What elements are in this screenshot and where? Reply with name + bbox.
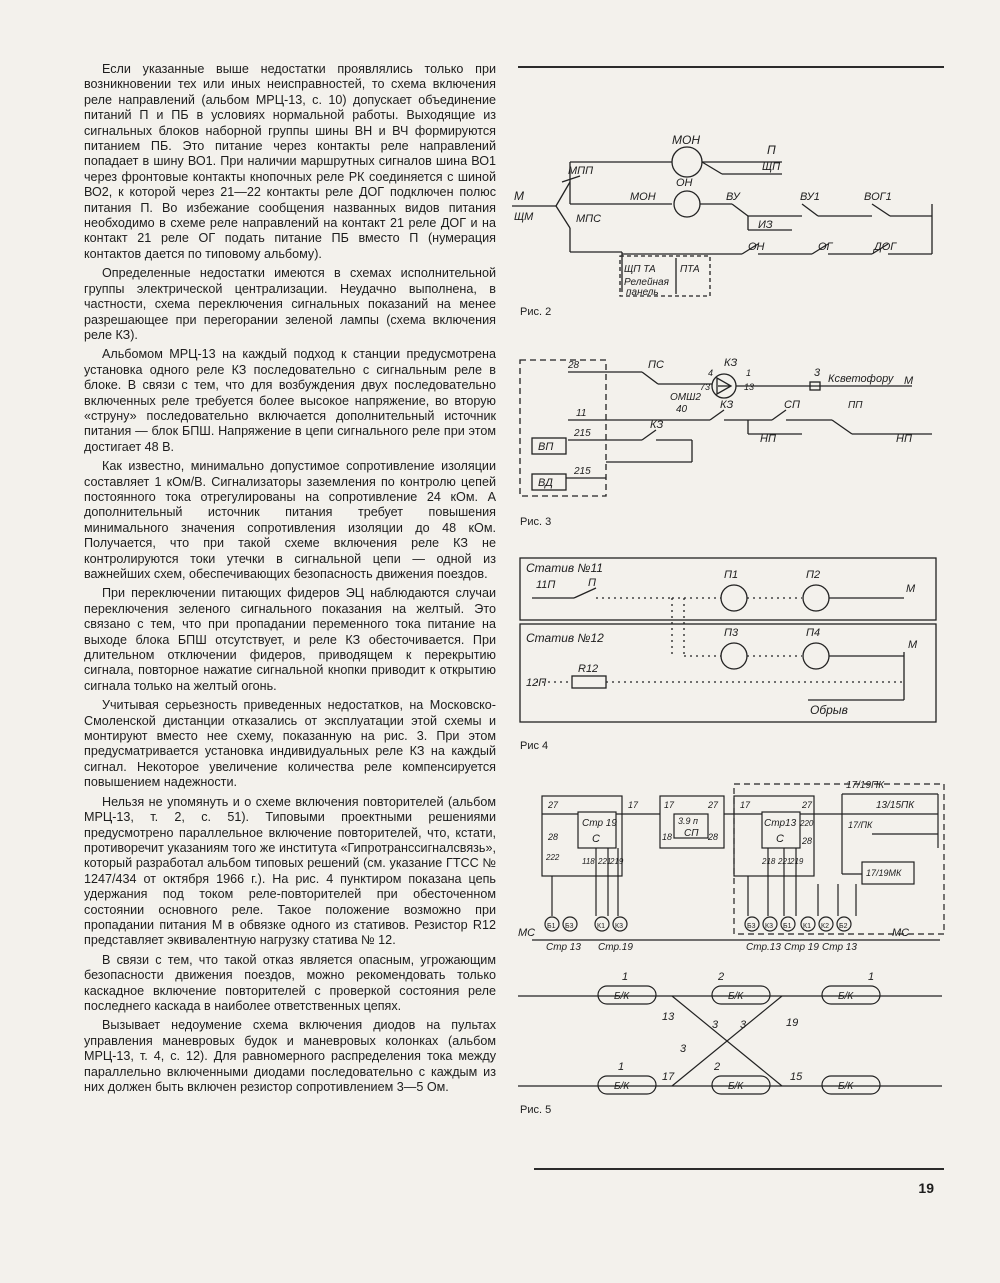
fig3-label-m: М (904, 375, 914, 387)
fig5-label-28b: 28 (708, 832, 719, 842)
fig2-label-panel1: Релейная (624, 277, 669, 288)
fig2-label-shchp: ЩП (762, 161, 781, 173)
fig5-bk-6: Б/К (838, 1081, 854, 1092)
fig3-label-vd: ВД (538, 477, 553, 489)
fig5-label-k1315pk: 13/15ПК (876, 800, 915, 811)
fig5-label-k17pk: 17/ПК (848, 820, 873, 830)
fig5-label-str13d: Стр 13 (822, 942, 857, 953)
fig5-label-str19a: Стр.19 (598, 942, 633, 953)
fig4-label-stativ11: Статив №11 (526, 561, 603, 575)
fig5-track-1b: 1 (868, 971, 875, 983)
fig5-label-222: 222 (546, 853, 560, 862)
fig3-label-kz2: КЗ (720, 399, 734, 411)
fig3-label-73: 73 (700, 382, 711, 392)
fig3-label-ksvetoforu: Ксветофору (828, 373, 894, 385)
fig5-label-27a: 27 (548, 800, 559, 810)
fig3-label-11: 11 (576, 408, 587, 419)
fig5-track-3b: 3 (740, 1019, 747, 1031)
fig2-label-p: П (767, 143, 776, 157)
fig5-track-19: 19 (786, 1017, 799, 1029)
page-number: 19 (918, 1180, 934, 1196)
fig5-track-17: 17 (662, 1071, 675, 1083)
fig3-label-40: 40 (676, 404, 688, 415)
fig5-label-221b: 221 (778, 857, 792, 866)
fig4-label-p3: П3 (724, 627, 739, 639)
fig4-label-12p: 12П (526, 677, 547, 689)
top-rule (518, 66, 944, 68)
fig2-label-iz: ИЗ (758, 219, 773, 231)
figure-2 (512, 120, 952, 318)
fig5-bk-2: Б/К (728, 991, 744, 1002)
fig5-track-2b: 2 (714, 1061, 721, 1073)
fig2-label-on: ОН (676, 177, 693, 189)
fig3-label-np1: НП (760, 433, 776, 445)
fig3-label-4: 4 (708, 368, 714, 378)
fig3-label-3: 3 (814, 367, 821, 379)
fig5-bk-5: Б/К (728, 1081, 744, 1092)
fig5-term-k1b: К1 (803, 923, 811, 930)
paragraph-3: Альбомом МРЦ-13 на каждый подход к станции предусмотрена установка одного реле КЗ последовательно с сигнальным реле в блоке. В связи с тем, что для возбуждения двух последовательно включенных реле требуется более высокое напряжение, во вторую «струну» последовательно включается дополнительный источник питания — блок БПШ. Напряжение в цепи сигнального реле при этом достигает 48 В. (84, 347, 496, 454)
fig5-track-2a: 2 (718, 971, 725, 983)
fig5-label-ms1: МС (518, 927, 536, 939)
fig2-label-mon: МОН (630, 191, 656, 203)
fig3-label-kz3: КЗ (650, 419, 664, 431)
fig5-label-28c: 28 (802, 836, 813, 846)
bottom-rule (534, 1168, 944, 1170)
fig5-label-c2: С (776, 833, 784, 845)
fig3-label-vp: ВП (538, 441, 554, 453)
fig4-label-p4: П4 (806, 627, 821, 639)
fig5-label-221: 221 (598, 857, 612, 866)
fig2-label-vog1: ВОГ1 (864, 191, 892, 203)
paragraph-5: При переключении питающих фидеров ЭЦ наблюдаются случаи переключения зеленого сигнального показания на желтый. Это связано с тем, что при пропадании переменного тока питание на выходе блока БПШ отсутствует, и реле КЗ обесточивается. При длительном отключении фидеров, приводящем к перекрытию сигнала, повторное нажатие сигнальной кнопки приводит к открытию сигнала только на желтый огонь. (84, 586, 496, 693)
fig3-label-np2: НП (896, 433, 912, 445)
figure-4-caption: Рис 4 (520, 740, 549, 752)
fig2-label-vu: ВУ (726, 191, 740, 203)
paragraph-8: В связи с тем, что такой отказ является опасным, угрожающим безопасности движения поездов, можно рекомендовать только каскадное включение повторителей с проверкой состояния реле последнего каскада в наиболее ответственных цепях. (84, 952, 496, 1013)
fig5-label-39p: 3.9 п (678, 816, 698, 826)
fig5-label-k1719pk: 17/19ПК (846, 780, 885, 791)
fig4-label-m1: М (906, 583, 916, 595)
figure-5-caption: Рис. 5 (520, 1104, 552, 1116)
fig5-label-18: 18 (662, 832, 673, 842)
fig2-label-on2: ОН (748, 241, 765, 253)
fig4-label-p1: П1 (724, 569, 739, 581)
fig2-label-mon-top: МОН (672, 133, 700, 147)
fig5-label-str19b: Стр 19 (784, 942, 819, 953)
fig5-label-17b: 17 (664, 800, 675, 810)
fig4-label-obryv: Обрыв (810, 703, 848, 717)
figure-3-diagram (512, 354, 952, 504)
fig2-label-panel2: панель (626, 287, 659, 298)
figure-4 (512, 552, 952, 752)
fig5-label-17a: 17 (628, 800, 639, 810)
fig3-label-pp: ПП (848, 400, 863, 411)
fig5-label-str13c: Стр13 (764, 818, 797, 829)
fig2-label-mpp: МПП (568, 165, 594, 177)
paragraph-1: Если указанные выше недостатки проявлялись только при возникновении тех или иных неисправностей, то схема включения реле направлений (альбом МРЦ-13, с. 10) допускает объединение питаний П и ПБ в условиях нормальной работы. Выходящие из сигнальных блоков наборной группы шины ВН и ВЧ формируются питанием ПБ. Это питание через контакты реле направлений попадает в шину ВО1. При наличии маршрутных сигналов шина ВО1 через фронтовые контакты кнопочных реле РК соединяется с шиной ВО2, к которой через 21—22 контакты реле ДОГ подключен полюс питания П. Во избежание сообщения названных видов питания необходимо в схеме реле направлений на контакт 21 реле ДОГ и на контакт 21 реле ОГ подать питание ПБ вместо П (нумерация контактов дается по типовому альбому). (84, 62, 496, 261)
fig5-label-219: 219 (610, 857, 624, 866)
fig5-term-b2: Б2 (839, 923, 848, 930)
fig5-bk-1: Б/К (614, 991, 630, 1002)
fig5-label-218: 218 (762, 857, 776, 866)
fig2-label-vu1: ВУ1 (800, 191, 820, 203)
fig5-bk-4: Б/К (614, 1081, 630, 1092)
fig3-label-215a: 215 (574, 428, 591, 439)
fig5-track-15: 15 (790, 1071, 803, 1083)
fig5-label-28a: 28 (548, 832, 559, 842)
fig5-term-k2: К2 (821, 923, 829, 930)
fig5-label-str13b: Стр.13 (746, 942, 781, 953)
fig5-label-str13a: Стр 13 (546, 942, 581, 953)
fig2-label-shchp-ta: ЩП ТА (624, 264, 656, 275)
article-text (84, 62, 496, 1099)
figure-3-caption: Рис. 3 (520, 516, 552, 528)
fig5-track-13: 13 (662, 1011, 675, 1023)
fig3-label-omsh2: ОМШ2 (670, 392, 701, 403)
fig3-label-ps: ПС (648, 359, 664, 371)
fig5-label-27b: 27 (708, 800, 719, 810)
paragraph-6: Учитывая серьезность приведенных недостатков, на Московско-Смоленской дистанции отказались от эксплуатации этой схемы и монтируют вместо нее схему, показанную на рис. 3. При этом предусматривается установка индивидуальных реле КЗ на каждый сигнал. Некоторое увеличение количества реле компенсируется повышением надежности. (84, 698, 496, 790)
fig4-label-m2: М (908, 639, 918, 651)
fig3-label-kz: КЗ (724, 357, 738, 369)
paragraph-4: Как известно, минимально допустимое сопротивление изоляции составляет 1 кОм/В. Сигнализаторы заземления по контролю цепей постоянного тока отрегулированы на сопротивление 24 кОм. А дополнительный источник питания требует повышения минимального значения сопротивления изоляции до 48 кОм. Получается, что при такой схеме включения реле КЗ не контролируются токи утечки в сигнальной цепи — одной из важнейших схем, обеспечивающих безопасность движения поездов. (84, 459, 496, 581)
fig5-label-219b: 219 (790, 857, 804, 866)
fig2-label-dog: ДОГ (874, 241, 897, 253)
fig3-label-28: 28 (568, 360, 580, 371)
fig5-label-c1: С (592, 833, 600, 845)
fig5-term-b3: Б3 (565, 923, 574, 930)
fig5-label-118: 118 (582, 857, 595, 866)
fig3-label-13: 13 (744, 382, 755, 392)
fig5-bk-3: Б/К (838, 991, 854, 1002)
fig5-label-17c: 17 (740, 800, 751, 810)
fig4-label-p2: П2 (806, 569, 821, 581)
figure-4-diagram (512, 552, 952, 732)
fig3-label-sp: СП (784, 399, 800, 411)
figure-5-diagram (512, 774, 952, 1104)
figure-2-caption: Рис. 2 (520, 306, 552, 318)
fig5-label-str19c: Стр 19 (582, 818, 617, 829)
fig5-label-sp: СП (684, 828, 699, 839)
figure-2-diagram (512, 120, 952, 300)
fig2-label-m: М (514, 189, 524, 203)
fig5-term-k3b: К3 (765, 923, 773, 930)
fig5-label-220: 220 (800, 819, 814, 828)
fig5-label-27c: 27 (802, 800, 813, 810)
fig5-track-1c: 1 (618, 1061, 625, 1073)
figure-3 (512, 354, 952, 528)
fig4-label-r12: R12 (578, 663, 599, 675)
figure-5 (512, 774, 952, 1116)
fig2-label-shchm: ЩМ (514, 211, 534, 223)
fig5-term-k3: К3 (615, 923, 623, 930)
fig5-term-k1: К1 (597, 923, 605, 930)
fig3-label-1: 1 (746, 368, 752, 378)
fig5-track-3c: 3 (680, 1043, 687, 1055)
fig4-label-p: П (588, 577, 596, 589)
fig3-label-215b: 215 (574, 466, 591, 477)
fig4-label-stativ12: Статив №12 (526, 631, 604, 645)
fig2-label-pta: ПТА (680, 264, 700, 275)
paragraph-2: Определенные недостатки имеются в схемах исполнительной группы электрической централизации. Неудачно выполнена, в частности, схема переключения сигнальных показаний на менее разрешающее при перегорании зеленой лампы (схема включения реле КЗ). (84, 266, 496, 342)
fig5-term-b3b: Б3 (747, 923, 756, 930)
fig4-label-11p: 11П (536, 579, 556, 591)
fig2-label-og: ОГ (818, 241, 833, 253)
fig5-term-b1: Б1 (547, 923, 556, 930)
fig2-label-mps: МПС (576, 213, 602, 225)
fig5-term-b1b: Б1 (783, 923, 792, 930)
fig5-label-k1719mk: 17/19МК (866, 868, 902, 878)
paragraph-7: Нельзя не упомянуть и о схеме включения повторителей (альбом МРЦ-13, т. 2, с. 51). Типовыми проектными решениями предусмотрено параллельное включение повторителей, что, кстати, противоречит указаниям того же института «Гипротранссигналсвязь», который разработал альбом типовых решений (см. указание ГТСС № 1247/434 от октября 1966 г.). На рис. 4 пунктиром показана цепь удержания под током реле-повторителей при обесточенном состоянии основного реле. Такое положение возможно при пропадании питания М в обвязке одного из стативов. Резистор R12 представляет эквивалентную нагрузку статива № 12. (84, 794, 496, 948)
paragraph-9: Вызывает недоумение схема включения диодов на пультах управления маневровых будок и маневровых колонках (альбом МРЦ-13, т. 4, с. 12). Для равномерного распределения тока между параллельно включенными диодами последовательно с каждым из них должен быть включен резистор сопротивлением 3—5 Ом. (84, 1018, 496, 1094)
fig5-track-1a: 1 (622, 971, 629, 983)
fig5-label-ms2: МС (892, 927, 910, 939)
fig5-track-3a: 3 (712, 1019, 719, 1031)
